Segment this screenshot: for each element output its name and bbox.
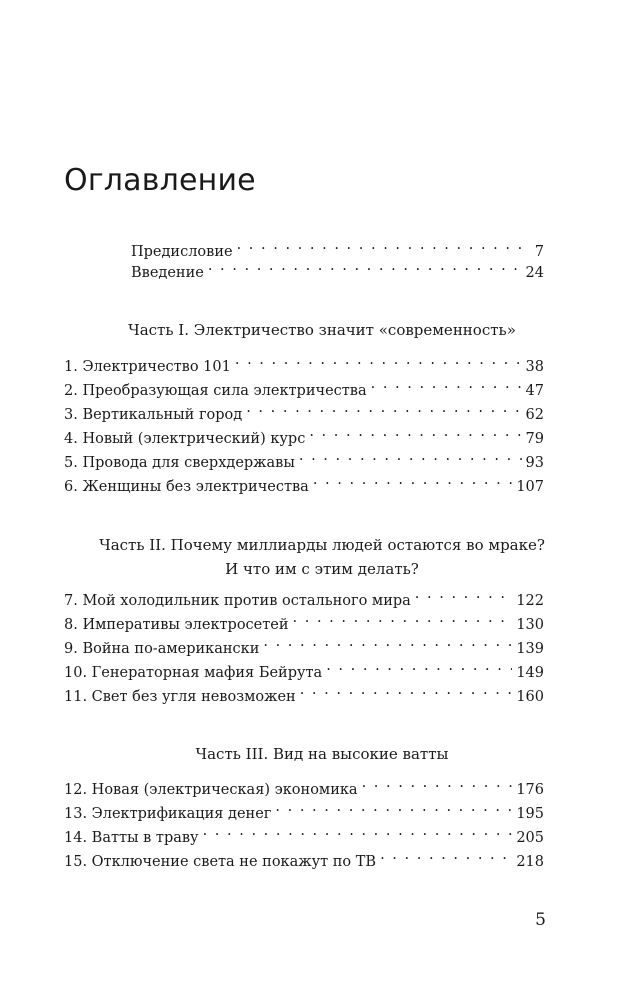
- toc-entry-chapter-11: [64, 679, 544, 705]
- dot-leader: [313, 469, 512, 491]
- toc-entry-label: 13. Электрификация денег: [64, 806, 272, 822]
- toc-entry-label: 3. Вертикальный город: [64, 407, 243, 423]
- toc-entry-page: 195: [516, 806, 544, 822]
- toc-entry-label: 9. Война по-американски: [64, 641, 260, 657]
- toc-entry-label: 10. Генераторная мафия Бейрута: [64, 665, 323, 681]
- toc-entry-page: 122: [516, 593, 544, 609]
- toc-entry-chapter-7: [64, 583, 544, 609]
- toc-entry-page: 79: [525, 431, 544, 447]
- dot-leader: [235, 349, 522, 371]
- dot-leader: [362, 772, 513, 794]
- toc-entry-label: 11. Свет без угля невозможен: [64, 689, 296, 705]
- toc-entry-chapter-2: [64, 373, 544, 399]
- dot-leader: [415, 583, 513, 605]
- toc-entry-label: 12. Новая (электрическая) экономика: [64, 782, 358, 798]
- toc-entry-chapter-15: [64, 844, 544, 870]
- toc-title: Оглавление: [64, 163, 256, 198]
- part-heading-line: И что им с этим делать?: [225, 560, 419, 578]
- part-heading-line: Часть II. Почему миллиарды людей остаются во мраке?: [99, 536, 545, 554]
- toc-entry-page: 139: [516, 641, 544, 657]
- toc-entry-label: Предисловие: [131, 244, 233, 260]
- toc-entry-label: 15. Отключение света не покажут по ТВ: [64, 854, 377, 870]
- toc-entry-chapter-4: [64, 421, 544, 447]
- part-heading-3: [0, 742, 644, 766]
- toc-entry-label: 1. Электричество 101: [64, 359, 231, 375]
- toc-entry-chapter-9: [64, 631, 544, 657]
- toc-entry-chapter-14: [64, 820, 544, 846]
- toc-entry-chapter-13: [64, 796, 544, 822]
- toc-entry-label: 4. Новый (электрический) курс: [64, 431, 306, 447]
- dot-leader: [309, 421, 521, 443]
- toc-entry-chapter-8: [64, 607, 544, 633]
- dot-leader: [299, 445, 522, 467]
- toc-entry-introduction: [131, 255, 544, 281]
- dot-leader: [380, 844, 512, 866]
- toc-entry-chapter-5: [64, 445, 544, 471]
- toc-entry-page: 218: [516, 854, 544, 870]
- dot-leader: [326, 655, 512, 677]
- part-heading-1: [0, 318, 644, 342]
- toc-entry-label: 7. Мой холодильник против остального мира: [64, 593, 411, 609]
- dot-leader: [263, 631, 512, 653]
- toc-entry-page: 62: [525, 407, 544, 423]
- toc-entry-page: 176: [516, 782, 544, 798]
- toc-entry-chapter-1: [64, 349, 544, 375]
- toc-entry-chapter-3: [64, 397, 544, 423]
- toc-entry-label: Введение: [131, 265, 204, 281]
- toc-entry-page: 38: [525, 359, 544, 375]
- toc-entry-page: 160: [516, 689, 544, 705]
- toc-entry-preface: [131, 234, 544, 260]
- part-heading-2: [0, 533, 644, 581]
- toc-entry-chapter-12: [64, 772, 544, 798]
- part-heading-line: Часть III. Вид на высокие ватты: [195, 745, 449, 763]
- toc-entry-page: 7: [534, 244, 544, 260]
- toc-entry-page: 47: [525, 383, 544, 399]
- dot-leader: [275, 796, 512, 818]
- dot-leader: [300, 679, 513, 701]
- page-number: 5: [535, 910, 546, 930]
- dot-leader: [208, 255, 522, 277]
- toc-entry-label: 14. Ватты в траву: [64, 830, 199, 846]
- toc-entry-page: 149: [516, 665, 544, 681]
- part-heading-line: Часть I. Электричество значит «современность»: [128, 321, 516, 339]
- dot-leader: [293, 607, 513, 629]
- dot-leader: [371, 373, 522, 395]
- toc-entry-page: 205: [516, 830, 544, 846]
- toc-entry-page: 107: [516, 479, 544, 495]
- dot-leader: [203, 820, 513, 842]
- toc-entry-chapter-10: [64, 655, 544, 681]
- toc-entry-page: 93: [525, 455, 544, 471]
- toc-entry-label: 5. Провода для сверхдержавы: [64, 455, 295, 471]
- toc-entry-chapter-6: [64, 469, 544, 495]
- toc-entry-label: 6. Женщины без электричества: [64, 479, 309, 495]
- toc-entry-page: 130: [516, 617, 544, 633]
- toc-entry-label: 2. Преобразующая сила электричества: [64, 383, 367, 399]
- dot-leader: [237, 234, 531, 256]
- toc-entry-label: 8. Императивы электросетей: [64, 617, 289, 633]
- dot-leader: [246, 397, 521, 419]
- toc-entry-page: 24: [525, 265, 544, 281]
